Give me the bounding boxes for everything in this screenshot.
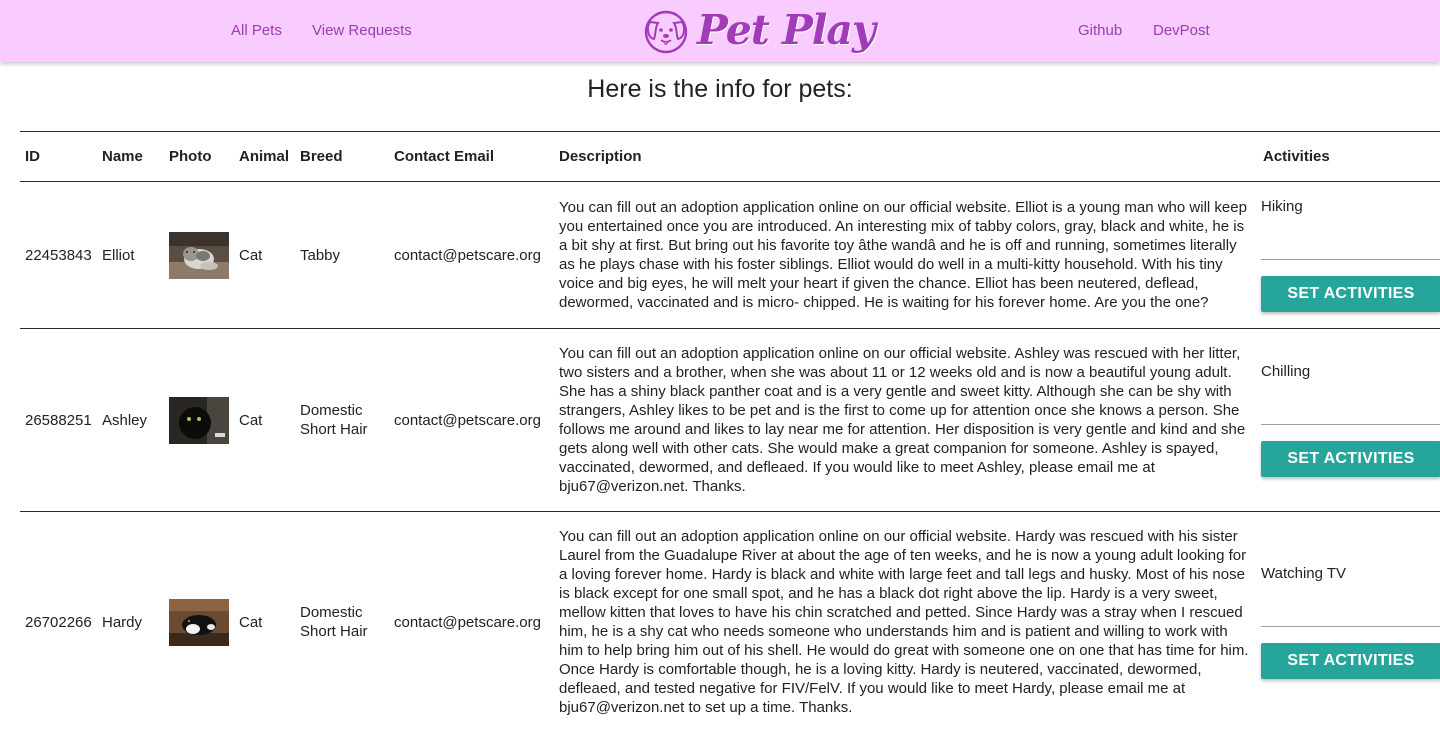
nav-link-github[interactable]: Github (1078, 22, 1123, 39)
dog-face-icon (642, 8, 690, 54)
top-navbar (0, 0, 1440, 62)
pet-contact-email: contact@petscare.org (389, 182, 554, 329)
pet-photo[interactable] (169, 397, 229, 444)
logo-text: Pet Play (697, 6, 875, 54)
table-row (20, 329, 1440, 512)
activity-input[interactable]: Chilling (1261, 363, 1440, 425)
pet-breed: Tabby (295, 182, 389, 329)
column-header-breed: Breed (295, 132, 389, 182)
pet-name: Ashley (97, 329, 164, 512)
set-activities-button[interactable]: SET ACTIVITIES (1261, 643, 1440, 679)
column-header-activities: Activities (1258, 132, 1440, 182)
set-activities-button[interactable]: SET ACTIVITIES (1261, 441, 1440, 477)
pet-animal: Cat (239, 613, 263, 631)
pet-breed: Domestic Short Hair (295, 329, 389, 512)
pet-photo-cell (164, 512, 234, 733)
pet-animal: Cat (234, 182, 295, 329)
pet-description: You can fill out an adoption application online on our official website. Hardy was rescued with his sister Laurel from the Guadalupe River at about the age of ten weeks, and he is now a young adult looking for a loving forever home. Hardy is black and white with large feet and tall legs and husky. Most of his nose is black except for one small spot, and he has a black dot right above the lip. Hardy is a very sweet, mellow kitten that loves to have his chin scratched and petted. Since Hardy was a stray when I rescued him, he is a shy cat who needs someone who understands him and is patient and willing to work with him to help bring him out of his shell. He would do great with someone one on one that has time for him. Once Hardy is comfortable though, he is a loving kitty. Hardy is neutered, vaccinated, dewormed, defleaed, and tested negative for FIV/FelV. If you would like to meet Hardy, please email me at bju67@verizon.net to set up a time. Thanks. (559, 528, 1249, 717)
column-header-id: ID (20, 132, 97, 182)
pet-name: Elliot (97, 182, 164, 329)
table-row (20, 512, 1440, 733)
pets-table (20, 131, 1440, 733)
pet-description: You can fill out an adoption application online on our official website. Elliot is a young man who will keep you entertained once you are introduced. An interesting mix of tabby colors, gray, black and white, he is a bit shy at first. But bring out his favorite toy âthe wandâ and he is off and running, sometimes literally as he plays chase with his foster siblings. Elliot would do well in a multi-kitty household. With his tiny voice and big eyes, he will melt your heart if given the chance. Elliot has been neutered, deflead, dewormed, vaccinated and is micro- chipped. He is waiting for his forever home. Are you the one? (554, 182, 1258, 329)
pet-id: 26588251 (20, 329, 97, 512)
pet-photo-cell (164, 329, 234, 512)
table-row (20, 182, 1440, 329)
pet-id: 22453843 (20, 182, 97, 329)
table-header-row (20, 132, 1440, 182)
column-header-description: Description (554, 132, 1258, 182)
set-activities-button[interactable]: SET ACTIVITIES (1261, 276, 1440, 312)
pet-id: 26702266 (25, 613, 92, 631)
pet-activities-cell (1258, 512, 1440, 733)
nav-link-view-requests[interactable]: View Requests (312, 22, 412, 39)
pet-contact-email: contact@petscare.org (394, 613, 541, 631)
pet-activities-cell (1258, 329, 1440, 512)
column-header-name: Name (97, 132, 164, 182)
pet-description: You can fill out an adoption application online on our official website. Ashley was rescued with her litter, two sisters and a brother, when she was about 11 or 12 weeks old and is now a beautiful young adult. She has a shiny black panther coat and is a very gentle and sweet kitty. Although she can be shy with strangers, Ashley likes to be pet and is the first to come up for attention once she knows a person. She follows me around and likes to lay near me for attention. Her disposition is very gentle and kind and she gets along well with other cats. She would make a great companion for someone. Ashley is spayed, vaccinated, dewormed, and defleaed. If you would like to meet Ashley, please email me at bju67@verizon.net. Thanks. (554, 329, 1258, 512)
column-header-contact-email: Contact Email (389, 132, 554, 182)
pet-contact-email: contact@petscare.org (389, 329, 554, 512)
column-header-animal: Animal (234, 132, 295, 182)
nav-link-devpost[interactable]: DevPost (1153, 22, 1210, 39)
column-header-photo: Photo (164, 132, 234, 182)
pet-name: Hardy (102, 613, 143, 631)
pet-photo[interactable] (169, 599, 229, 646)
pet-photo[interactable] (169, 232, 229, 279)
nav-link-all-pets[interactable]: All Pets (231, 22, 282, 39)
pet-animal: Cat (234, 329, 295, 512)
activity-input[interactable]: Watching TV (1261, 565, 1440, 627)
pet-photo-cell (164, 182, 234, 329)
pet-play-logo[interactable] (640, 2, 875, 60)
page-heading: Here is the info for pets: (587, 75, 853, 103)
pet-breed: Domestic Short Hair (300, 604, 368, 641)
pet-activities-cell (1258, 182, 1440, 329)
activity-input[interactable]: Hiking (1261, 198, 1440, 260)
